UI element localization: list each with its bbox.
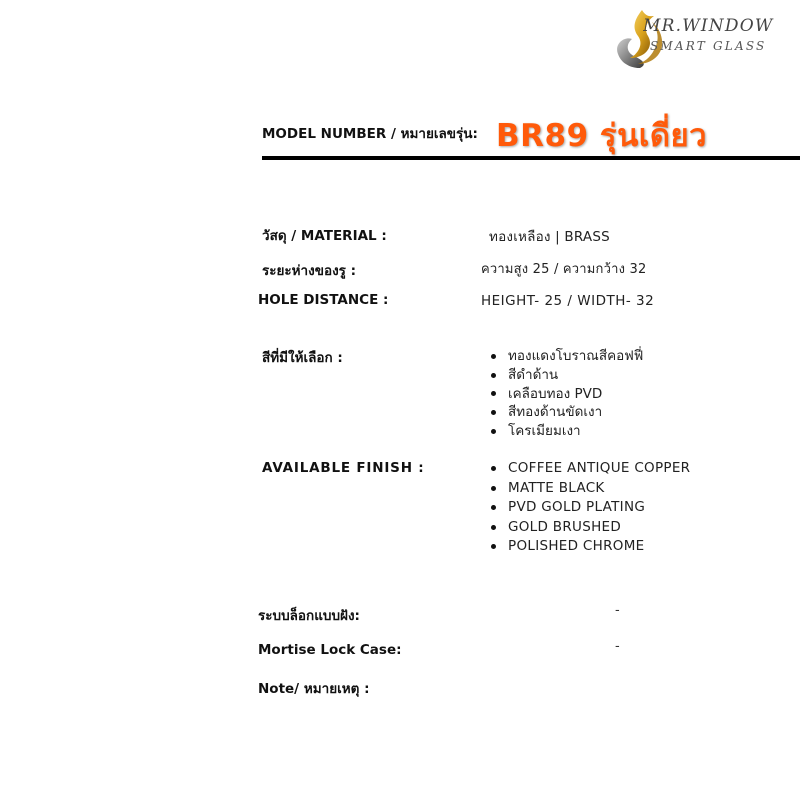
- material-label: วัสดุ / MATERIAL :: [262, 228, 387, 244]
- finish-en-item: COFFEE ANTIQUE COPPER: [488, 459, 690, 479]
- logo-text-line1: MR.WINDOW: [643, 16, 774, 36]
- finish-en-item: PVD GOLD PLATING: [488, 498, 690, 518]
- finish-en-list: [488, 459, 690, 557]
- model-number-label: MODEL NUMBER / หมายเลขรุ่น:: [262, 126, 478, 142]
- finish-en-label: AVAILABLE FINISH :: [262, 460, 425, 476]
- logo-text-line2: SMART GLASS: [650, 39, 767, 53]
- finish-th-list: [488, 347, 643, 441]
- header-divider: [262, 156, 800, 160]
- finish-th-item: โครเมียมเงา: [488, 422, 643, 441]
- material-value: ทองเหลือง | BRASS: [489, 229, 610, 245]
- finish-en-item: GOLD BRUSHED: [488, 518, 690, 538]
- lock-th-value: -: [615, 603, 620, 618]
- lock-en-value: -: [615, 639, 620, 654]
- finish-en-item: MATTE BLACK: [488, 479, 690, 499]
- finish-th-label: สีที่มีให้เลือก :: [262, 350, 343, 366]
- note-label: Note/ หมายเหตุ :: [258, 681, 370, 697]
- hole-distance-en-label: HOLE DISTANCE :: [258, 292, 389, 308]
- finish-th-item: ทองแดงโบราณสีคอฟฟี่: [488, 347, 643, 366]
- hole-distance-en-value: HEIGHT- 25 / WIDTH- 32: [481, 293, 655, 309]
- finish-th-item: เคลือบทอง PVD: [488, 385, 643, 404]
- lock-en-label: Mortise Lock Case:: [258, 642, 402, 658]
- finish-th-item: สีดำด้าน: [488, 366, 643, 385]
- hole-distance-th-label: ระยะห่างของรู :: [262, 263, 357, 279]
- model-number-value: BR89 รุ่นเดี่ยว: [496, 118, 708, 154]
- finish-th-item: สีทองด้านขัดเงา: [488, 403, 643, 422]
- lock-th-label: ระบบล็อกแบบฝัง:: [258, 608, 360, 624]
- brand-logo: [612, 6, 800, 70]
- finish-en-item: POLISHED CHROME: [488, 537, 690, 557]
- hole-distance-th-value: ความสูง 25 / ความกว้าง 32: [481, 262, 647, 277]
